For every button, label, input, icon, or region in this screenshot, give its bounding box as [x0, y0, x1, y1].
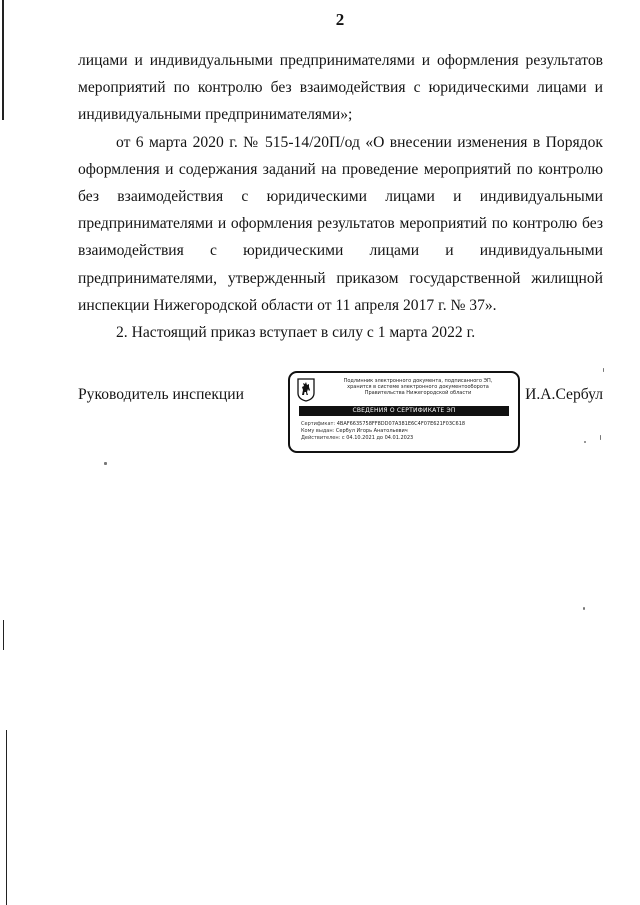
- nizhny-novgorod-deer-emblem-icon: [297, 378, 315, 402]
- stamp-header: [320, 378, 516, 397]
- scan-speck: [603, 368, 604, 372]
- signatory-name: И.А.Сербул: [525, 386, 603, 403]
- scan-speck: [600, 435, 601, 440]
- electronic-signature-stamp: [288, 371, 520, 453]
- paragraph-3: 2. Настоящий приказ вступает в силу с 1 марта 2022 г.: [116, 324, 476, 342]
- stamp-header-line: хранится в системе электронного документооборота: [347, 384, 489, 391]
- scan-edge-line: [6, 730, 7, 905]
- document-body: [78, 47, 603, 346]
- certificate-label: Сертификат:: [301, 421, 336, 427]
- stamp-header-line: Подлинник электронного документа, подписанного ЭП,: [343, 378, 493, 384]
- scan-edge-line: [3, 620, 4, 650]
- issued-to-value: Сербул Игорь Анатольевич: [335, 428, 408, 434]
- stamp-header-line: Правительства Нижегородской области: [364, 390, 472, 397]
- scan-speck: [584, 441, 586, 443]
- signatory-title: Руководитель инспекции: [78, 386, 244, 403]
- paragraph-2: от 6 марта 2020 г. № 515-14/20П/од «О внесении изменения в Порядок оформления и содержания заданий на проведение мероприятий по контролю без взаимодействия с юридическими лицами и индивидуальными предпринимателями и оформления результатов мероприятий по контролю без взаимодействия с юридическими лицами и индивидуальными предпринимателями, утвержденный приказом государственной жилищной инспекции Нижегородской области от 11 апреля 2017 г. № 37».: [78, 133, 603, 314]
- scan-speck: [583, 607, 585, 610]
- scan-speck: [104, 462, 107, 465]
- issued-to-row: [301, 428, 465, 435]
- page-number: 2: [335, 10, 345, 29]
- issued-to-label: Кому выдан:: [301, 428, 335, 434]
- validity-label: Действителен:: [301, 435, 341, 441]
- validity-row: [301, 435, 465, 442]
- certificate-details: [301, 421, 465, 442]
- paragraph-1: лицами и индивидуальными предпринимателями и оформления результатов мероприятий по контролю без взаимодействия с юридическими лицами и индивидуальными предпринимателями»;: [78, 52, 603, 124]
- certificate-info-bar: СВЕДЕНИЯ О СЕРТИФИКАТЕ ЭП: [299, 406, 509, 416]
- certificate-value: 4BAF6635758FF8DD07A381E6C4F07E621F03C618: [336, 421, 466, 427]
- scan-edge-line: [2, 0, 4, 120]
- validity-value: с 04.10.2021 до 04.01.2023: [341, 435, 414, 441]
- certificate-row: [301, 421, 465, 428]
